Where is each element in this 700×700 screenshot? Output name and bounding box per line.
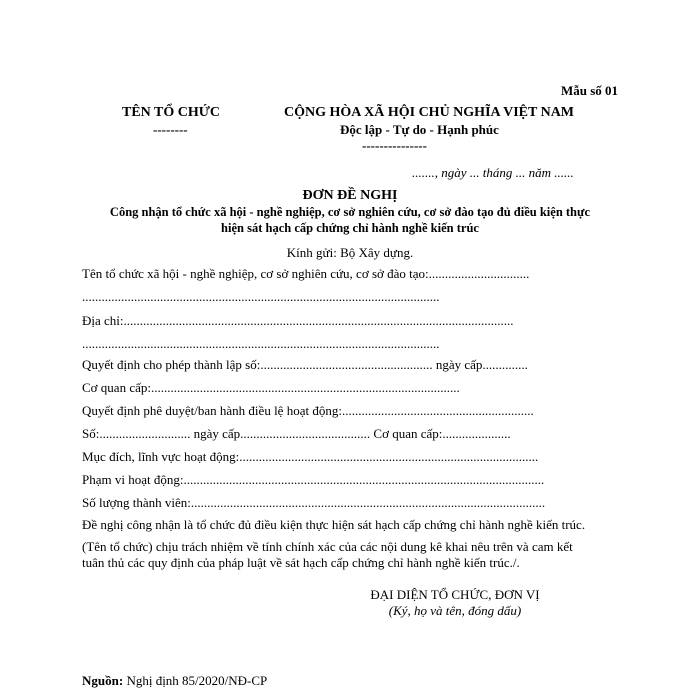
field-establishment-decision: Quyết định cho phép thành lập số:..................................................... ngày cấp.............. [82, 357, 528, 372]
field-address: Địa chỉ:........................................................................................................................ [82, 313, 514, 328]
motto: Độc lập - Tự do - Hạnh phúc [340, 122, 499, 137]
request-statement: Đề nghị công nhận là tổ chức đủ điều kiện thực hiện sát hạch cấp chứng chỉ hành nghề kiến trúc. [82, 517, 586, 532]
field-org-name-cont: .............................................................................................................. [82, 289, 440, 304]
signature-note: (Ký, họ và tên, đóng dấu) [388, 603, 522, 618]
commitment-line-1: (Tên tổ chức) chịu trách nhiệm về tính chính xác của các nội dung kê khai nêu trên và cam kết [82, 539, 573, 554]
org-name: TÊN TỔ CHỨC [122, 105, 221, 120]
field-charter-decision: Quyết định phê duyệt/ban hành điều lệ hoạt động:........................................................... [82, 403, 534, 418]
field-purpose: Mục đích, lĩnh vực hoạt động:............................................................................................ [82, 449, 539, 464]
document-subtitle-2: hiện sát hạch cấp chứng chỉ hành nghề kiến trúc [221, 221, 479, 235]
recipient: Kính gửi: Bộ Xây dựng. [286, 245, 414, 260]
document-subtitle-1: Công nhận tổ chức xã hội - nghề nghiệp, cơ sở nghiên cứu, cơ sở đào tạo đủ điều kiện thực [109, 205, 591, 219]
field-number-date-agency: Số:............................ ngày cấp........................................ Cơ quan cấp:..................... [82, 426, 511, 441]
signature-title: ĐẠI DIỆN TỔ CHỨC, ĐƠN VỊ [370, 587, 540, 602]
form-number: Mẫu số 01 [560, 83, 618, 98]
source-value: Nghị định 85/2020/NĐ-CP [123, 673, 268, 688]
field-org-name: Tên tổ chức xã hội - nghề nghiệp, cơ sở nghiên cứu, cơ sở đào tạo:............................... [82, 266, 530, 281]
org-dashes: -------- [153, 122, 188, 137]
date-line: ......., ngày ... tháng ... năm ...... [412, 165, 574, 180]
field-scope: Phạm vi hoạt động:............................................................................................................... [82, 472, 545, 487]
nation-heading: CỘNG HÒA XÃ HỘI CHỦ NGHĨA VIỆT NAM [284, 105, 575, 120]
field-members: Số lượng thành viên:............................................................................................................. [82, 495, 546, 510]
motto-dashes: --------------- [362, 138, 427, 153]
commitment-line-2: tuân thủ các quy định của pháp luật về sát hạch cấp chứng chỉ hành nghề kiến trúc./. [82, 555, 520, 570]
source-label: Nguồn: [82, 673, 124, 688]
document-title: ĐƠN ĐỀ NGHỊ [302, 188, 398, 203]
field-issuing-agency: Cơ quan cấp:............................................................................................... [82, 380, 460, 395]
source-line [82, 673, 267, 689]
field-address-cont: .............................................................................................................. [82, 336, 440, 351]
